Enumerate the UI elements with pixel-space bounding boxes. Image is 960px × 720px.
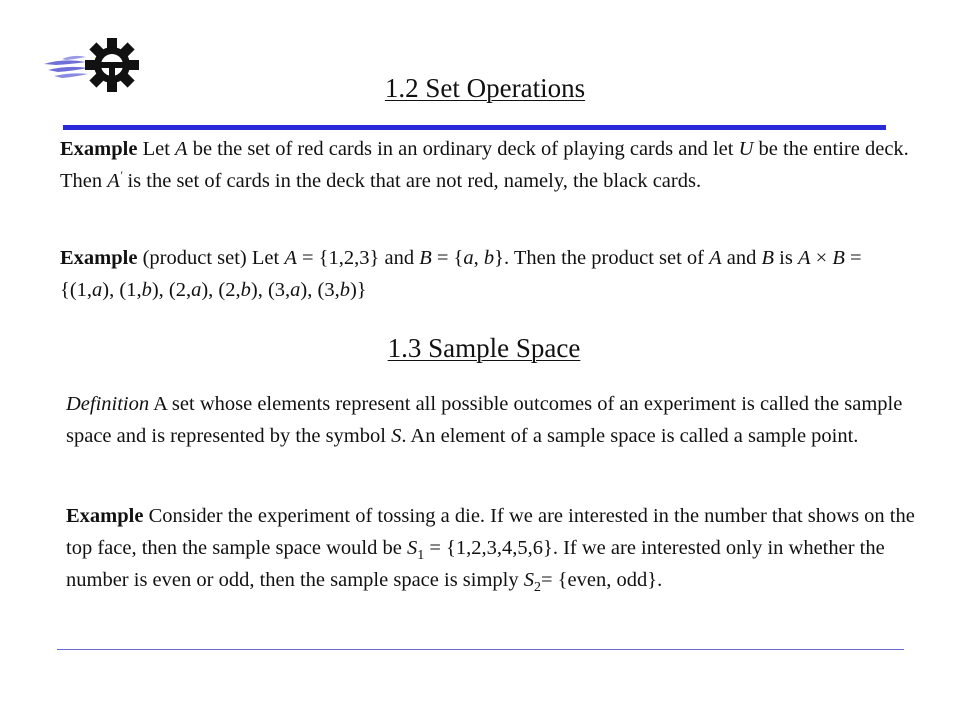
definition-sample-space: Definition A set whose elements represent all possible outcomes of an experiment is called the sample space and is represented by the symbol S. An element of a sample space is called a sample point. (66, 393, 903, 447)
definition-label: Definition (66, 393, 150, 415)
footer-rule (57, 649, 904, 650)
example-die-toss: Example Consider the experiment of tossing a die. If we are interested in the number that shows on the top face, then the sample space would be $S_1 = \{1,2,3,4,5,6\}$. If we are interested only in whether the number is even or odd, then the sample space is simply $S_2=$ {even, odd}. (66, 505, 915, 596)
example-label: Example (66, 505, 144, 527)
section-title-sample-space: 1.3 Sample Space (387, 333, 581, 363)
example-product-set: Example (product set) Let A = {1,2,3} and B = {a, b}. Then the product set of A and B is A × B = {(1,a), (1,b), (2,a), (2,b), (3,a), (3,b)} (60, 247, 862, 301)
example-label: Example (60, 247, 138, 269)
title-underline-rule (63, 125, 886, 130)
section-title-set-operations: 1.2 Set Operations (384, 73, 586, 103)
example-red-cards: Example Let A be the set of red cards in an ordinary deck of playing cards and let U be the entire deck. Then A' is the set of cards in the deck that are not red, namely, the black cards. (60, 138, 909, 192)
example-label: Example (60, 138, 138, 160)
